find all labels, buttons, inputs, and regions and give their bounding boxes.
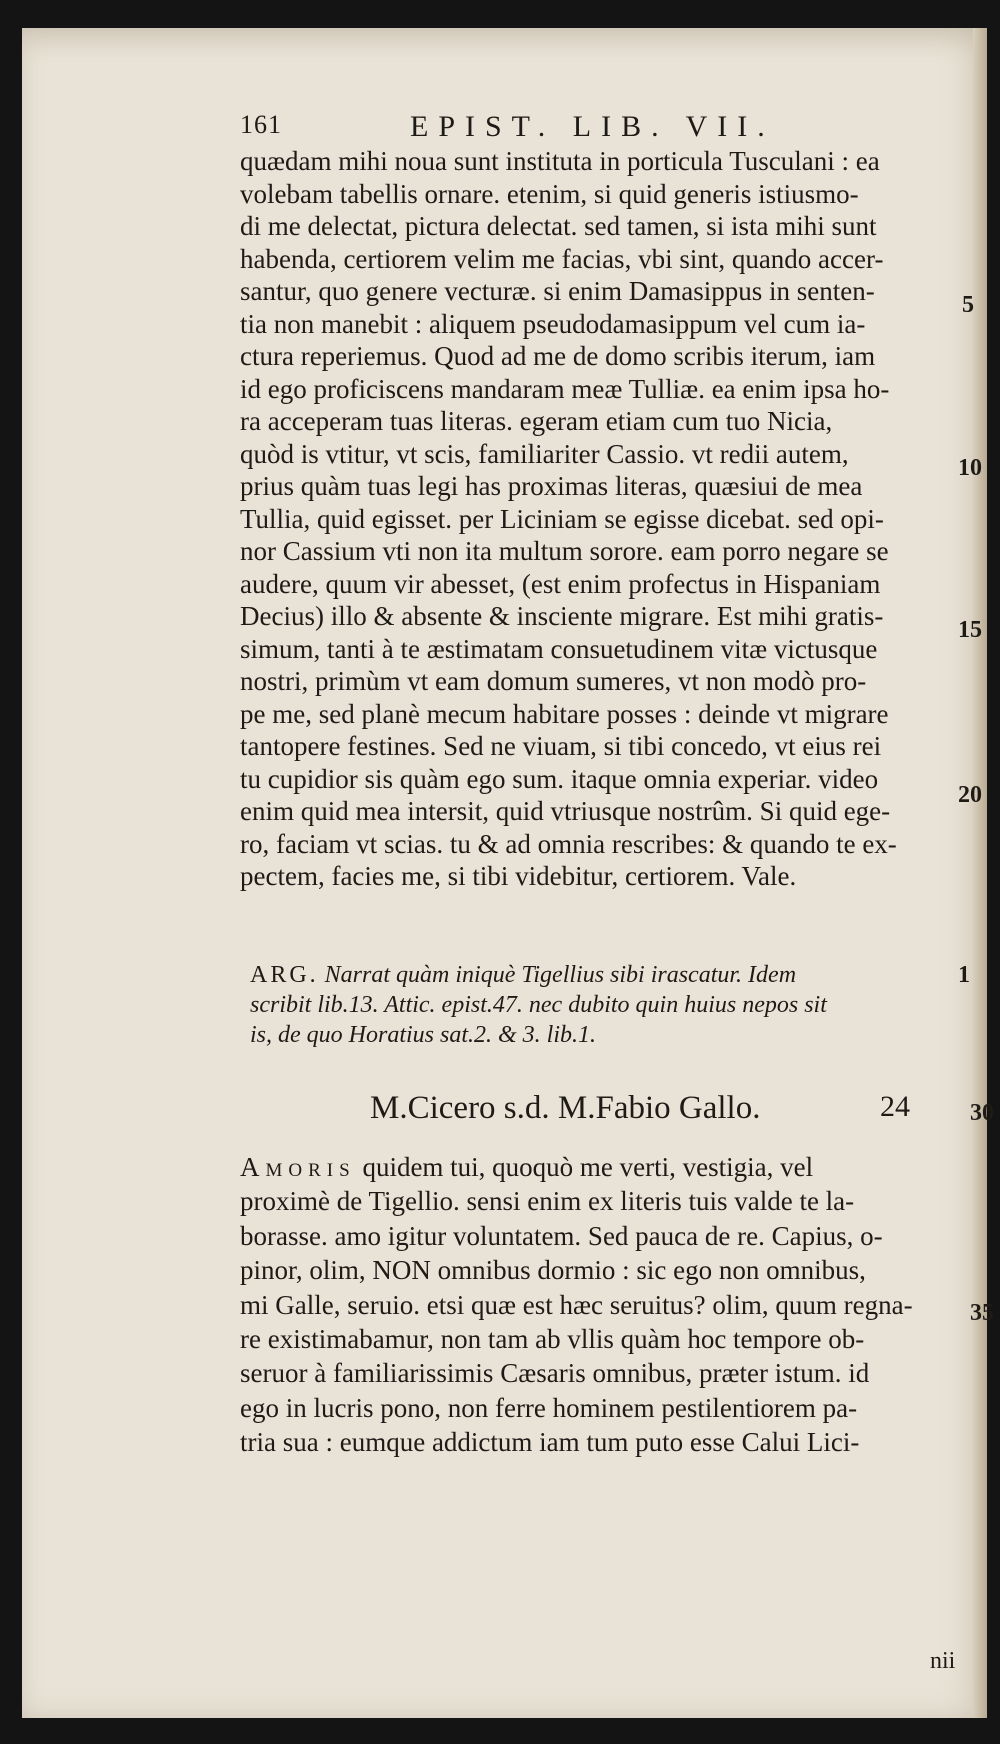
text-line: santur, quo genere vecturæ. si enim Damasippus in senten- (240, 276, 875, 306)
text-line: re existimabamur, non tam ab vllis quàm hoc tempore ob- (240, 1323, 865, 1354)
text-line: habenda, certiorem velim me facias, vbi sint, quando accer- (240, 243, 884, 274)
text-line: pe me, sed planè mecum habitare posses : deinde vt migrare (240, 698, 889, 729)
margin-line-number: 10 (958, 455, 982, 481)
folio-number: 161 (240, 110, 282, 139)
argument-line: is, de quo Horatius sat.2. & 3. lib.1. (250, 1022, 597, 1048)
text-line: quædam mihi noua sunt instituta in porticula Tusculani : ea (240, 146, 880, 176)
text-line: enim quid mea intersit, quid vtriusque nostrûm. Si quid ege- (240, 796, 891, 826)
text-line: pectem, facies me, si tibi videbitur, certiorem. Vale. (240, 861, 797, 891)
letter-2-heading (370, 1090, 950, 1130)
text-line: tu cupidior sis quàm ego sum. itaque omnia experiar. video (240, 763, 879, 794)
text-line: quòd is vtitur, vt scis, familiariter Cassio. vt redii autem, (240, 438, 849, 469)
margin-line-number: 1 (958, 962, 970, 988)
text-line: audere, quum vir abesset, (est enim profectus in Hispaniam (240, 568, 881, 599)
running-title: EPIST. LIB. VII. (410, 110, 775, 143)
margin-line-number: 30 (970, 1100, 994, 1126)
argument-line: Narrat quàm iniquè Tigellius sibi irascatur. Idem (324, 962, 797, 988)
text-line: volebam tabellis ornare. etenim, si quid generis istiusmo- (240, 178, 859, 209)
letter-number: 24 (880, 1090, 910, 1123)
text-line: tantopere festines. Sed ne viuam, si tibi concedo, vt eius rei (240, 731, 882, 761)
argument-label: ARG. (250, 962, 319, 988)
margin-line-number: 15 (958, 617, 982, 643)
text-line: ra acceperam tuas literas. egeram etiam cum tuo Nicia, (240, 406, 833, 436)
text-line: Tullia, quid egisset. per Liciniam se egisse dicebat. sed opi- (240, 503, 884, 534)
text-line: seruor à familiarissimis Cæsaris omnibus, præter istum. id (240, 1358, 870, 1389)
text-line: di me delectat, pictura delectat. sed tamen, si ista mihi sunt (240, 211, 877, 241)
letter-1-body (240, 145, 955, 893)
text-line: nostri, primùm vt eam domum sumeres, vt non modò pro- (240, 666, 867, 696)
text-line: quidem tui, quoquò me verti, vestigia, vel (355, 1152, 814, 1182)
text-line: pinor, olim, NON omnibus dormio : sic ego non omnibus, (240, 1255, 866, 1286)
text-line: ego in lucris pono, non ferre hominem pestilentiorem pa- (240, 1392, 858, 1423)
opening-word: Amoris (240, 1152, 356, 1182)
text-line: prius quàm tuas legi has proximas literas, quæsiui de mea (240, 471, 863, 501)
letter-2-title: M.Cicero s.d. M.Fabio Gallo. (370, 1090, 761, 1126)
text-line: proximè de Tigellio. sensi enim ex literis tuis valde te la- (240, 1186, 855, 1217)
text-line: nor Cassium vti non ita multum sorore. eam porro negare se (240, 536, 889, 566)
text-line: Decius) illo & absente & insciente migrare. Est mihi gratis- (240, 601, 884, 631)
text-line: ro, faciam vt scias. tu & ad omnia rescribes: & quando te ex- (240, 828, 897, 859)
letter-2-body (240, 1150, 960, 1460)
page-edge (973, 28, 987, 1718)
text-line: tia non manebit : aliquem pseudodamasippum vel cum ia- (240, 308, 866, 339)
catchword: nii (930, 1648, 956, 1674)
margin-line-number: 20 (958, 782, 982, 808)
text-line: ctura reperiemus. Quod ad me de domo scribis iterum, iam (240, 341, 876, 371)
argument-summary (250, 960, 970, 1050)
margin-line-number: 35 (970, 1300, 994, 1326)
text-line: simum, tanti à te æstimatam consuetudinem vitæ victusque (240, 633, 878, 664)
margin-line-number: 5 (962, 292, 974, 318)
text-line: mi Galle, seruio. etsi quæ est hæc seruitus? olim, quum regna- (240, 1289, 913, 1320)
argument-line: scribit lib.13. Attic. epist.47. nec dubito quin huius nepos sit (250, 992, 827, 1018)
text-line: id ego proficiscens mandaram meæ Tulliæ. ea enim ipsa ho- (240, 373, 890, 404)
text-line: tria sua : eumque addictum iam tum puto esse Calui Lici- (240, 1427, 860, 1458)
text-line: borasse. amo igitur voluntatem. Sed pauca de re. Capius, o- (240, 1220, 883, 1251)
running-head (240, 110, 830, 150)
